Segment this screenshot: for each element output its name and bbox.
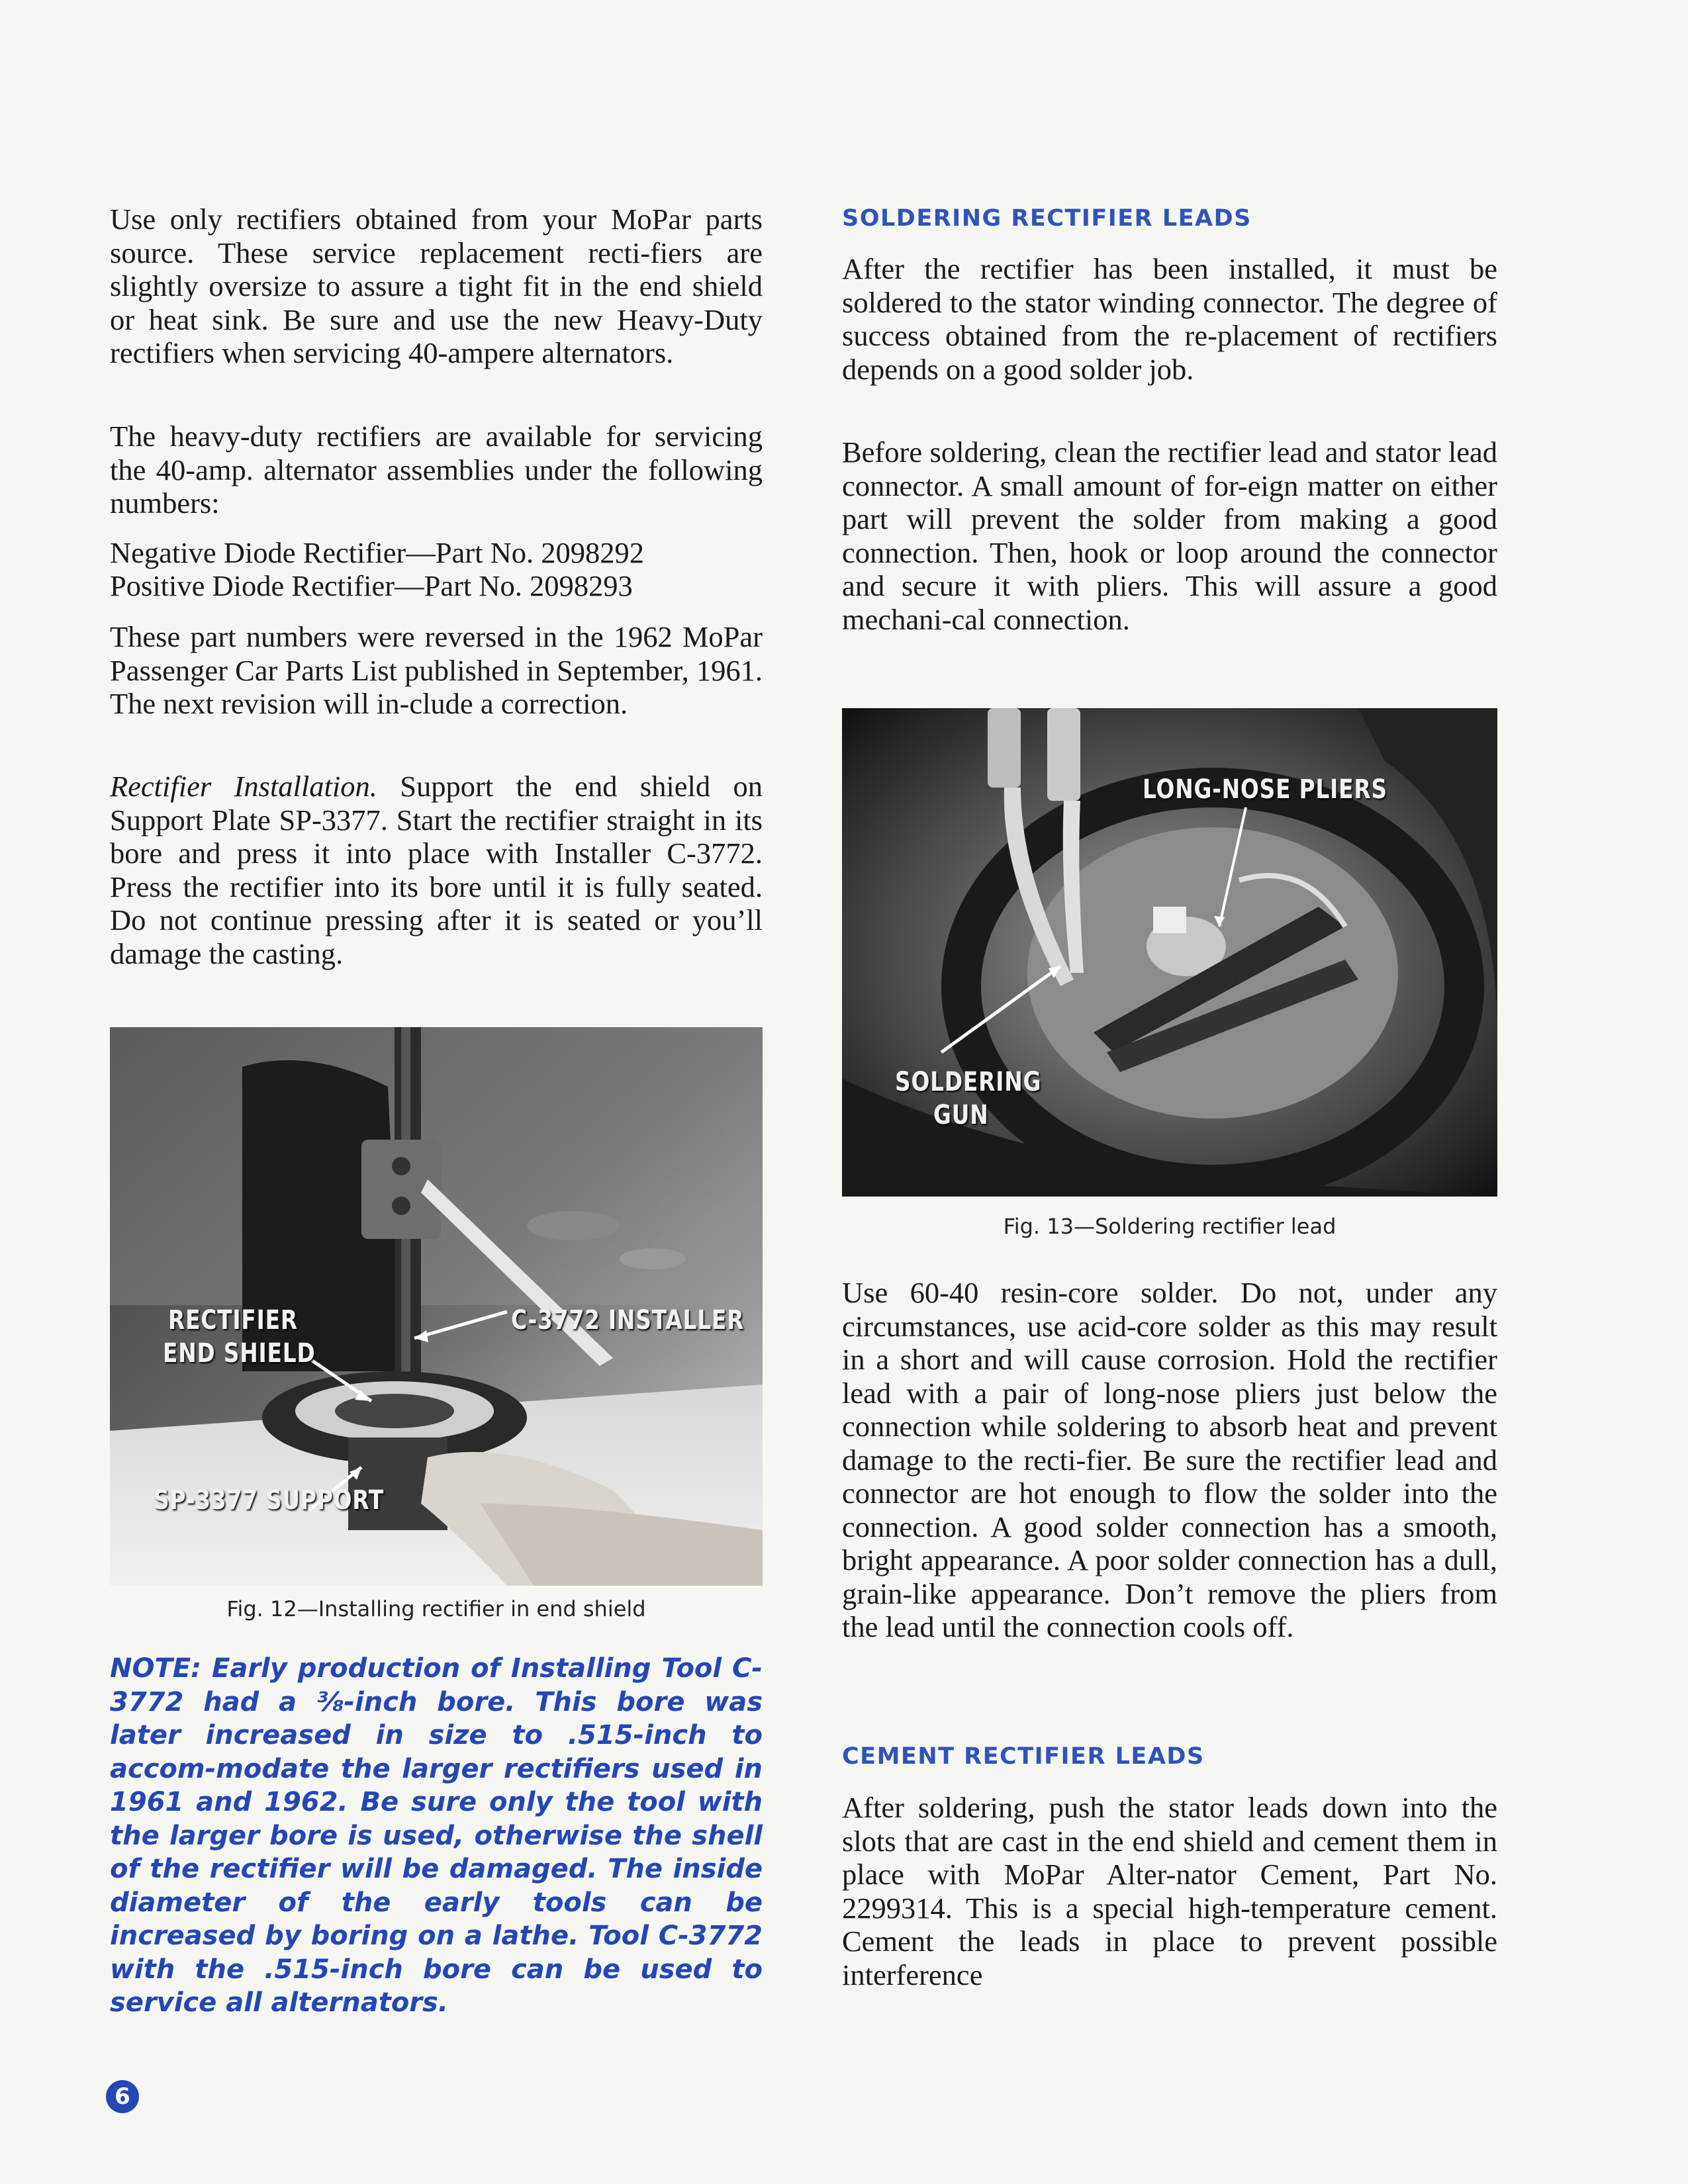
- fig12-label-installer: C-3772 INSTALLER: [511, 1305, 745, 1336]
- fig13-label-gun: GUN: [933, 1100, 989, 1130]
- paragraph-before-soldering: Before soldering, clean the rectifier lead and stator lead connector. A small amount of for-eign matter on either part will prevent the solder from making a good connection. Then, hook or loop around the connector and secure it with pliers. This will assure a good mechani-cal connection.: [842, 435, 1497, 636]
- installation-lead-in: Rectifier Installation.: [110, 770, 377, 803]
- paragraph-reversed-numbers: These part numbers were reversed in the 1962 MoPar Passenger Car Parts List published in September, 1961. The next revision will in-clude a correction.: [110, 620, 763, 720]
- paragraph-rectifier-installation: [110, 770, 763, 970]
- paragraph-resin-core-solder: Use 60-40 resin-core solder. Do not, under any circumstances, use acid-core solder as this may result in a short and will cause corrosion. Hold the rectifier lead with a pair of long-nose pliers just below the connection while soldering to absorb heat and prevent damage to the recti-fier. Be sure the rectifier lead and connector are hot enough to flow the solder into the connection. A good solder connection has a smooth, bright appearance. A poor solder connection has a dull, grain-like appearance. Don’t remove the pliers from the lead until the connection cools off.: [842, 1276, 1497, 1643]
- fig13-label-pliers: LONG-NOSE PLIERS: [1143, 774, 1387, 805]
- fig12-photo: [110, 1027, 763, 1586]
- installation-body: Support the end shield on Support Plate SP-3377. Start the rectifier straight in its bore and press it into place with Installer C-3772. Press the rectifier into its bore until it is fully seated. Do not continue pressing after it is seated or you’ll damage the casting.: [110, 770, 763, 970]
- fig12-caption: Fig. 12—Installing rectifier in end shield: [226, 1596, 646, 1621]
- paragraph-rectifier-source: Use only rectifiers obtained from your MoPar parts source. These service replacement recti-fiers are slightly oversize to assure a tight fit in the end shield or heat sink. Be sure and use the new Heavy-Duty rectifiers when servicing 40-ampere alternators.: [110, 203, 763, 369]
- note-installing-tool: NOTE: Early production of Installing Tool C-3772 had a ⅜-inch bore. This bore was later increased in size to .515-inch to accom-modate the larger rectifiers used in 1961 and 1962. Be sure only the tool with the larger bore is used, otherwise the shell of the rectifier will be damaged. The inside diameter of the early tools can be increased by boring on a lathe. Tool C-3772 with the .515-inch bore can be used to service all alternators.: [110, 1653, 763, 2018]
- heading-soldering-rectifier-leads: SOLDERING RECTIFIER LEADS: [842, 205, 1252, 232]
- fig13-caption: Fig. 13—Soldering rectifier lead: [1003, 1214, 1336, 1239]
- fig12-label-support: SP-3377 SUPPORT: [154, 1485, 385, 1516]
- paragraph-heavy-duty: The heavy-duty rectifiers are available for servicing the 40-amp. alternator assemblies under the following numbers:: [110, 420, 763, 520]
- fig13-photo: [842, 708, 1497, 1197]
- part-number-positive: Positive Diode Rectifier—Part No. 2098293: [110, 569, 633, 602]
- paragraph-after-soldering: After soldering, push the stator leads down into the slots that are cast in the end shield and cement them in place with MoPar Alter-nator Cement, Part No. 2299314. This is a special high-temperature cement. Cement the leads in place to prevent possible interference: [842, 1791, 1497, 1991]
- paragraph-after-installed: After the rectifier has been installed, it must be soldered to the stator winding connector. The degree of success obtained from the re-placement of rectifiers depends on a good solder job.: [842, 252, 1497, 386]
- fig13-label-soldering: SOLDERING: [895, 1067, 1042, 1097]
- fig12-label-end-shield: END SHIELD: [163, 1338, 316, 1369]
- heading-cement-rectifier-leads: CEMENT RECTIFIER LEADS: [842, 1743, 1205, 1770]
- page-number-badge: 6: [106, 2080, 139, 2113]
- part-number-negative: Negative Diode Rectifier—Part No. 2098292: [110, 536, 644, 569]
- fig12-label-rectifier: RECTIFIER: [168, 1305, 298, 1336]
